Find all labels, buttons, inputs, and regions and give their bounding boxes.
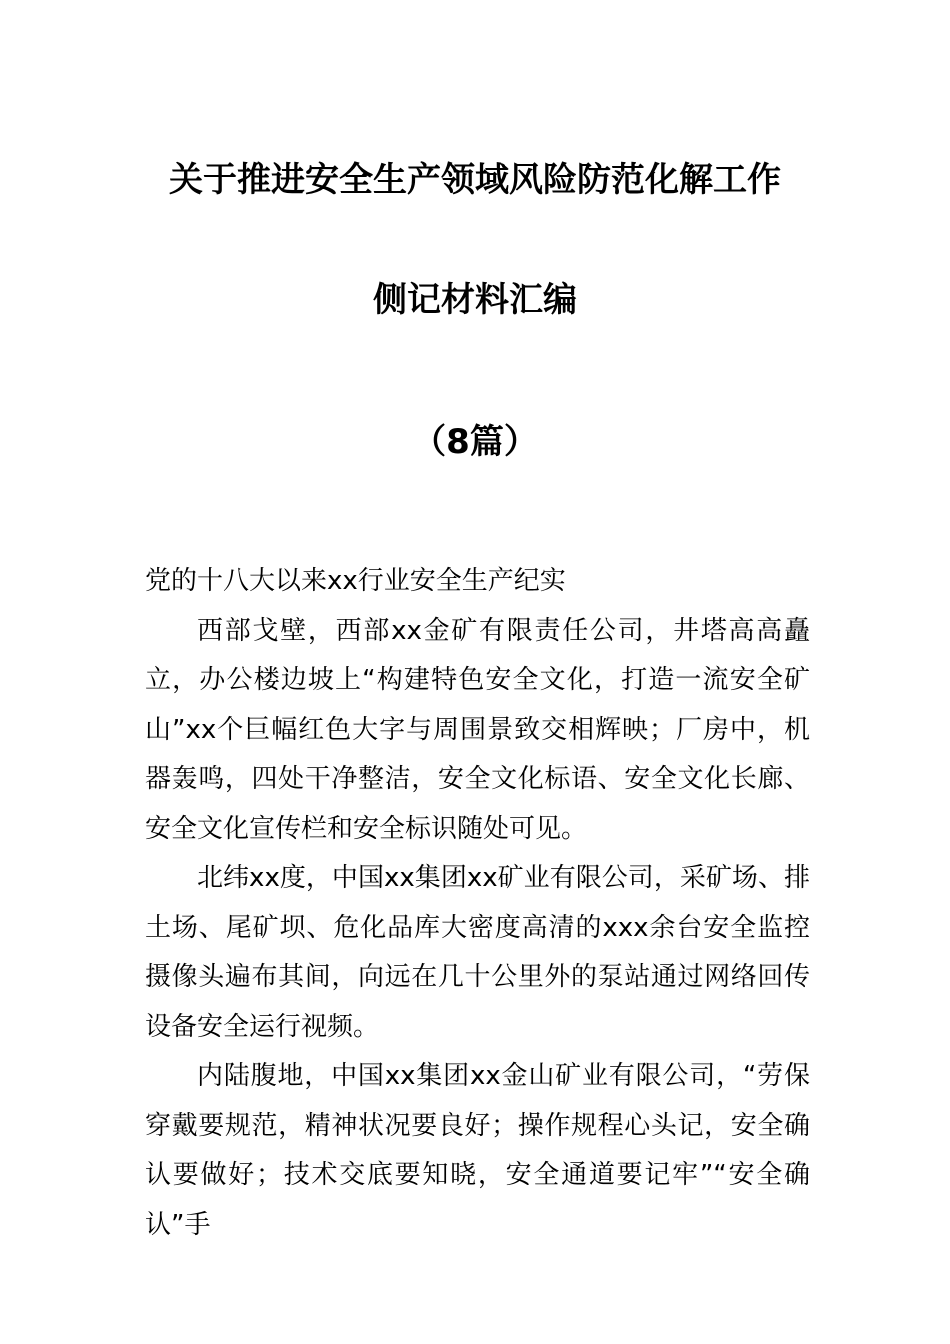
paragraph: 西部戈壁，西部xx金矿有限责任公司，井塔高高矗立，办公楼边坡上“构建特色安全文化，打造一流安全矿山”xx个巨幅红色大字与周围景致交相辉映；厂房中，机器轰鸣，四处干净整洁，安全文化标语、安全文化长廊、安全文化宣传栏和安全标识随处可见。 xyxy=(145,615,810,844)
paragraph: 内陆腹地，中国xx集团xx金山矿业有限公司，“劳保穿戴要规范，精神状况要良好；操作规程心头记，安全确认要做好；技术交底要知晓，安全通道要记牢”“安全确认”手 xyxy=(145,1061,810,1240)
paragraph: 北纬xx度，中国xx集团xx矿业有限公司，采矿场、排土场、尾矿坝、危化品库大密度高清的xxx余台安全监控摄像头遍布其间，向远在几十公里外的泵站通过网络回传设备安全运行视频。 xyxy=(145,863,810,1042)
document-title-count: （8篇） xyxy=(412,422,538,462)
document-body xyxy=(145,557,810,1250)
paragraph-heading: 党的十八大以来xx行业安全生产纪实 xyxy=(145,566,566,596)
document-title-line-1: 关于推进安全生产领域风险防范化解工作 xyxy=(169,160,781,200)
document-title-line-2: 侧记材料汇编 xyxy=(373,280,577,320)
